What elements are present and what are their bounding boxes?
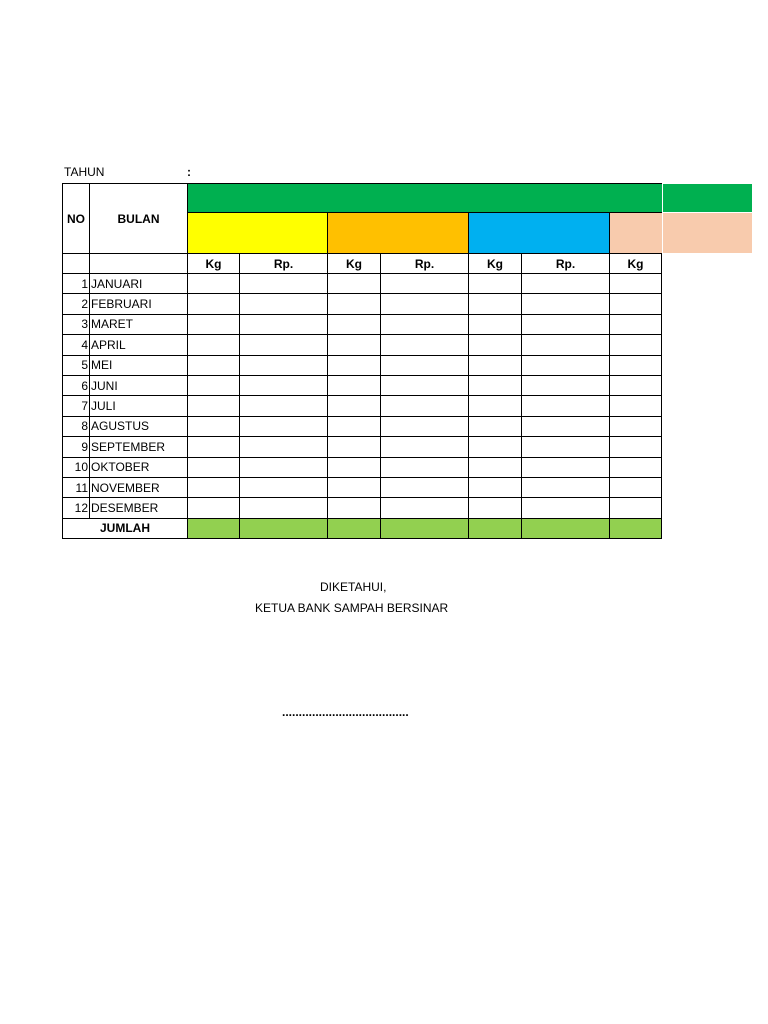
table-row xyxy=(63,375,662,395)
total-cell[interactable] xyxy=(328,518,381,538)
cell[interactable] xyxy=(328,335,381,355)
cell[interactable] xyxy=(381,355,469,375)
cell[interactable] xyxy=(381,416,469,436)
header-row-top xyxy=(63,184,662,213)
cell[interactable] xyxy=(469,294,522,314)
cell[interactable] xyxy=(328,477,381,497)
cell[interactable] xyxy=(240,294,328,314)
unit-label: Kg xyxy=(610,254,662,274)
unit-label: Kg xyxy=(328,254,381,274)
cell[interactable] xyxy=(188,355,240,375)
cell[interactable] xyxy=(381,498,469,518)
cell[interactable] xyxy=(469,477,522,497)
cell[interactable] xyxy=(381,477,469,497)
category-header-green xyxy=(188,184,662,213)
cell[interactable] xyxy=(240,274,328,294)
cell[interactable] xyxy=(610,314,662,334)
table-row xyxy=(63,335,662,355)
unit-label: Kg xyxy=(188,254,240,274)
cell[interactable] xyxy=(240,477,328,497)
cell[interactable] xyxy=(522,375,610,395)
row-no: 1 xyxy=(63,274,90,294)
category-orange xyxy=(328,213,469,254)
table-row xyxy=(63,274,662,294)
cell[interactable] xyxy=(522,437,610,457)
category-yellow xyxy=(188,213,328,254)
header-row-units xyxy=(63,254,662,274)
table-row xyxy=(63,477,662,497)
row-month: NOVEMBER xyxy=(90,477,188,497)
cell[interactable] xyxy=(522,457,610,477)
cell[interactable] xyxy=(522,314,610,334)
cell[interactable] xyxy=(522,498,610,518)
cell[interactable] xyxy=(188,274,240,294)
cell[interactable] xyxy=(240,314,328,334)
table-row xyxy=(63,437,662,457)
cell[interactable] xyxy=(188,498,240,518)
cell[interactable] xyxy=(328,375,381,395)
unit-label: Rp. xyxy=(381,254,469,274)
row-month: FEBRUARI xyxy=(90,294,188,314)
cell[interactable] xyxy=(381,375,469,395)
cell[interactable] xyxy=(610,437,662,457)
cell[interactable] xyxy=(328,396,381,416)
cell[interactable] xyxy=(188,314,240,334)
cell[interactable] xyxy=(469,375,522,395)
cell[interactable] xyxy=(240,375,328,395)
cell[interactable] xyxy=(469,335,522,355)
chairman-title: KETUA BANK SAMPAH BERSINAR xyxy=(255,601,449,615)
cell[interactable] xyxy=(328,416,381,436)
cell[interactable] xyxy=(188,457,240,477)
cell[interactable] xyxy=(381,274,469,294)
total-cell[interactable] xyxy=(240,518,328,538)
cell[interactable] xyxy=(610,335,662,355)
cell[interactable] xyxy=(610,375,662,395)
row-month: AGUSTUS xyxy=(90,416,188,436)
row-no: 2 xyxy=(63,294,90,314)
cell[interactable] xyxy=(240,416,328,436)
cell[interactable] xyxy=(522,396,610,416)
total-cell[interactable] xyxy=(381,518,469,538)
row-no: 10 xyxy=(63,457,90,477)
cell[interactable] xyxy=(522,274,610,294)
signature-line: ...................................... xyxy=(282,705,409,719)
cell[interactable] xyxy=(188,437,240,457)
row-no: 12 xyxy=(63,498,90,518)
year-label: TAHUN xyxy=(64,165,105,179)
total-cell[interactable] xyxy=(610,518,662,538)
table-row xyxy=(63,314,662,334)
monthly-table xyxy=(62,183,662,539)
category-peach xyxy=(610,213,662,254)
cell[interactable] xyxy=(328,294,381,314)
cell[interactable] xyxy=(469,498,522,518)
cell[interactable] xyxy=(469,355,522,375)
cell[interactable] xyxy=(240,355,328,375)
row-no: 7 xyxy=(63,396,90,416)
row-no: 4 xyxy=(63,335,90,355)
unit-blank-bulan xyxy=(90,254,188,274)
year-colon: : xyxy=(187,165,191,179)
cell[interactable] xyxy=(240,498,328,518)
cell[interactable] xyxy=(188,477,240,497)
cell[interactable] xyxy=(610,498,662,518)
cell[interactable] xyxy=(610,416,662,436)
cell[interactable] xyxy=(469,457,522,477)
total-cell[interactable] xyxy=(469,518,522,538)
cell[interactable] xyxy=(240,437,328,457)
row-month: DESEMBER xyxy=(90,498,188,518)
row-month: MARET xyxy=(90,314,188,334)
row-no: 6 xyxy=(63,375,90,395)
unit-label: Kg xyxy=(469,254,522,274)
unit-label: Rp. xyxy=(522,254,610,274)
cell[interactable] xyxy=(610,396,662,416)
cell[interactable] xyxy=(328,355,381,375)
row-no: 9 xyxy=(63,437,90,457)
cell[interactable] xyxy=(522,416,610,436)
cell[interactable] xyxy=(328,498,381,518)
cell[interactable] xyxy=(381,294,469,314)
row-month: JUNI xyxy=(90,375,188,395)
cell[interactable] xyxy=(522,294,610,314)
cell[interactable] xyxy=(328,274,381,294)
total-cell[interactable] xyxy=(522,518,610,538)
cell[interactable] xyxy=(188,294,240,314)
cell[interactable] xyxy=(328,437,381,457)
cell[interactable] xyxy=(381,396,469,416)
green-header-band xyxy=(663,184,752,212)
table-row xyxy=(63,355,662,375)
cell[interactable] xyxy=(610,274,662,294)
cell[interactable] xyxy=(610,294,662,314)
cell[interactable] xyxy=(328,314,381,334)
cell[interactable] xyxy=(610,457,662,477)
column-header-bulan: BULAN xyxy=(90,184,188,254)
cell[interactable] xyxy=(469,314,522,334)
cell[interactable] xyxy=(240,396,328,416)
table-row xyxy=(63,498,662,518)
cell[interactable] xyxy=(328,457,381,477)
row-no: 11 xyxy=(63,477,90,497)
cell[interactable] xyxy=(240,457,328,477)
row-no: 3 xyxy=(63,314,90,334)
acknowledged-label: DIKETAHUI, xyxy=(320,580,387,594)
cell[interactable] xyxy=(610,477,662,497)
row-month: JULI xyxy=(90,396,188,416)
cell[interactable] xyxy=(381,457,469,477)
total-cell[interactable] xyxy=(188,518,240,538)
row-month: JANUARI xyxy=(90,274,188,294)
total-row xyxy=(63,518,662,538)
cell[interactable] xyxy=(469,416,522,436)
cell[interactable] xyxy=(469,274,522,294)
row-month: OKTOBER xyxy=(90,457,188,477)
total-label: JUMLAH xyxy=(63,518,188,538)
row-no: 8 xyxy=(63,416,90,436)
table-row xyxy=(63,457,662,477)
cell[interactable] xyxy=(188,416,240,436)
cell[interactable] xyxy=(381,437,469,457)
table-row xyxy=(63,416,662,436)
cell[interactable] xyxy=(240,335,328,355)
row-month: MEI xyxy=(90,355,188,375)
column-header-no: NO xyxy=(63,184,90,254)
cell[interactable] xyxy=(188,396,240,416)
cell[interactable] xyxy=(469,437,522,457)
cell[interactable] xyxy=(522,477,610,497)
cell[interactable] xyxy=(469,396,522,416)
row-no: 5 xyxy=(63,355,90,375)
category-blue xyxy=(469,213,610,254)
cell[interactable] xyxy=(381,335,469,355)
cell[interactable] xyxy=(188,335,240,355)
peach-header-band xyxy=(663,213,752,253)
table-row xyxy=(63,294,662,314)
cell[interactable] xyxy=(522,335,610,355)
unit-blank-no xyxy=(63,254,90,274)
row-month: APRIL xyxy=(90,335,188,355)
cell[interactable] xyxy=(610,355,662,375)
unit-label: Rp. xyxy=(240,254,328,274)
cell[interactable] xyxy=(381,314,469,334)
row-month: SEPTEMBER xyxy=(90,437,188,457)
cell[interactable] xyxy=(188,375,240,395)
table-row xyxy=(63,396,662,416)
cell[interactable] xyxy=(522,355,610,375)
